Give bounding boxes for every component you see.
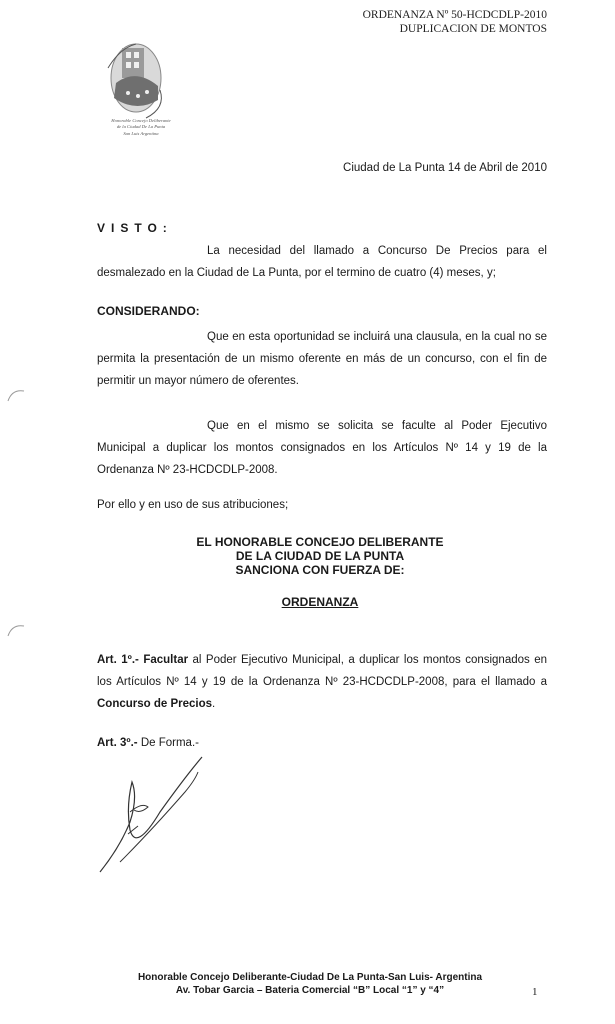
visto-heading: VISTO: [97, 221, 173, 235]
article-1-label: Art. 1º.- [97, 654, 139, 666]
footer-line-2: Av. Tobar Garcia – Bateria Comercial “B” Local “1” y “4” [175, 985, 445, 996]
considerando-paragraph-2: Que en el mismo se solicita se faculte al Poder Ejecutivo Municipal a duplicar los montos consignados en los Artículos Nº 14 y 19 de la Ordenanza Nº 23-HCDCDLP-2008. [97, 420, 547, 476]
logo-caption: Honorable Concejo Deliberante de la Ciudad De La Punta San Luis Argentina [111, 118, 171, 136]
por-ello-line: Por ello y en uso de sus atribuciones; [97, 499, 289, 511]
footer [80, 971, 540, 997]
article-1-text: al Poder Ejecutivo Municipal, a duplicar los montos consignados en los Artículos Nº 14 y 19 de la Ordenanza Nº 23-HCDCDLP-2008, para el llamado a [97, 654, 547, 688]
ordinance-header [287, 8, 547, 36]
visto-paragraph: La necesidad del llamado a Concurso De Precios para el desmalezado en la Ciudad de La Punta, por el termino de cuatro (4) meses, y; [97, 245, 547, 279]
ordinance-number: ORDENANZA Nº 50-HCDCDLP-2010 [362, 9, 547, 21]
place-and-date: Ciudad de La Punta 14 de Abril de 2010 [343, 162, 547, 174]
sanciona-line-1: EL HONORABLE CONCEJO DELIBERANTE [196, 535, 444, 549]
article-1-emphasis: Concurso de Precios [97, 698, 213, 710]
sanciona-line-3: SANCIONA CON FUERZA DE: [235, 563, 405, 577]
footer-line-1: Honorable Concejo Deliberante-Ciudad De La Punta-San Luis- Argentina [137, 972, 483, 983]
punch-hole-mark [6, 620, 26, 640]
article-3-text: De Forma.- [137, 737, 199, 749]
page-number: 1 [532, 986, 538, 998]
article-1: Art. 1º.- Facultar al Poder Ejecutivo Municipal, a duplicar los montos consignados en los Artículos Nº 14 y 19 de la Ordenanza Nº 23-HCDCDLP-2008, para el llamado a Concurso de Precios. [97, 654, 547, 710]
ordinance-subject: DUPLICACION DE MONTOS [399, 23, 547, 35]
article-3-label: Art. 3º.- [97, 737, 138, 749]
considerando-heading: CONSIDERANDO: [97, 304, 200, 318]
ordenanza-title: ORDENANZA [281, 595, 359, 609]
sanciona-line-2: DE LA CIUDAD DE LA PUNTA [235, 549, 405, 563]
sanciona-block [160, 535, 480, 577]
article-3 [97, 737, 199, 749]
punch-hole-mark [6, 385, 26, 405]
considerando-paragraph-1: Que en esta oportunidad se incluirá una clausula, en la cual no se permita la presentación de un mismo oferente en más de un concurso, con el fin de permitir un mayor número de oferentes. [97, 331, 547, 387]
handwritten-signature [90, 752, 220, 877]
article-1-verb: Facultar [143, 654, 189, 666]
